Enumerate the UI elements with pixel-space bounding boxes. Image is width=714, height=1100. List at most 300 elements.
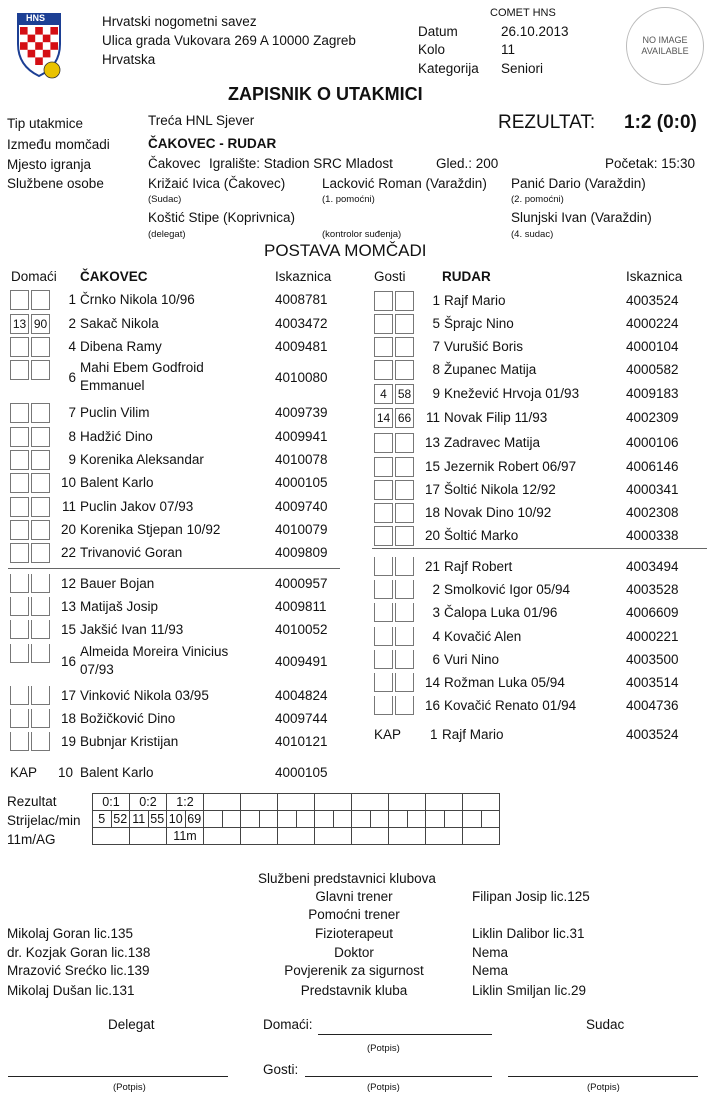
player-number: 20 — [424, 528, 440, 543]
sub-in-box[interactable] — [374, 480, 393, 500]
goals-label-scorer: Strijelac/min — [7, 813, 81, 828]
rep-role: Pomoćni trener — [308, 907, 400, 922]
sub-out-box[interactable]: 58 — [395, 384, 414, 404]
page-title: ZAPISNIK O UTAKMICI — [228, 84, 423, 104]
sub-id: 4000957 — [275, 576, 328, 591]
sub-in-box[interactable] — [374, 457, 393, 477]
sig-delegat-label: Delegat — [108, 1017, 155, 1032]
sub-box[interactable] — [31, 686, 50, 705]
sub-out-box[interactable] — [31, 543, 50, 563]
player-name: Županec Matija — [444, 362, 537, 377]
sub-out-box[interactable] — [31, 403, 50, 423]
sub-box[interactable] — [31, 644, 50, 663]
player-number: 9 — [68, 452, 76, 467]
home-kap-name: Balent Karlo — [80, 765, 154, 780]
sig-gosti-line — [305, 1076, 492, 1077]
player-id: 4008781 — [275, 292, 328, 307]
penalty-cell[interactable] — [463, 828, 500, 845]
official-controller-role: (kontrolor suđenja) — [322, 229, 402, 240]
official-assistant2: Panić Dario (Varaždin) — [511, 176, 646, 191]
sub-number: 6 — [432, 652, 440, 667]
official-assistant1-role: (1. pomoćni) — [322, 194, 375, 205]
player-id: 4002308 — [626, 505, 679, 520]
scorer-cell[interactable]: 69 — [185, 811, 204, 828]
scorer-cell[interactable] — [352, 811, 371, 828]
sub-out-box[interactable] — [395, 457, 414, 477]
sub-box[interactable] — [31, 620, 50, 639]
player-id: 4009481 — [275, 339, 328, 354]
scorer-cell[interactable] — [481, 811, 500, 828]
start-time: Početak: 15:30 — [605, 156, 696, 171]
sub-box[interactable] — [31, 732, 50, 751]
sig-sudac-label: Sudac — [586, 1017, 625, 1032]
player-name: Puclin Vilim — [80, 405, 150, 420]
sig-gosti-label: Gosti: — [263, 1062, 299, 1077]
player-id: 4003524 — [626, 293, 679, 308]
org-name: Hrvatski nogometni savez — [102, 14, 257, 29]
scorer-cell[interactable] — [222, 811, 241, 828]
label-match-type: Tip utakmice — [7, 116, 84, 131]
sub-name: Almeida Moreira Vinicius — [80, 644, 229, 659]
sub-in-box[interactable] — [374, 360, 393, 380]
sub-id: 4010052 — [275, 622, 328, 637]
sig-domaci-line — [318, 1034, 492, 1035]
penalty-cell[interactable] — [278, 828, 315, 845]
scorer-cell[interactable] — [389, 811, 408, 828]
penalty-cell[interactable] — [130, 828, 167, 845]
goals-table — [92, 793, 500, 845]
teams: ČAKOVEC - RUDAR — [148, 136, 277, 151]
rep-away-name: Filipan Josip lic.125 — [472, 889, 590, 904]
player-name: Jezernik Robert 06/97 — [444, 459, 577, 474]
player-id: 4009739 — [275, 405, 328, 420]
scorer-cell[interactable] — [204, 811, 223, 828]
sub-in-box[interactable]: 13 — [10, 314, 29, 334]
sub-in-box[interactable]: 4 — [374, 384, 393, 404]
penalty-cell[interactable] — [241, 828, 278, 845]
no-image-text-2: AVAILABLE — [641, 46, 689, 56]
sub-out-box[interactable] — [395, 526, 414, 546]
scorer-cell[interactable]: 52 — [111, 811, 130, 828]
player-name: Sakač Nikola — [80, 316, 159, 331]
sub-id: 4004736 — [626, 698, 679, 713]
score-cell[interactable] — [241, 794, 278, 811]
sub-box[interactable] — [10, 686, 29, 705]
sub-id: 4006609 — [626, 605, 679, 620]
logo-lettering: HNS — [26, 13, 46, 23]
score-cell[interactable]: 0:1 — [93, 794, 130, 811]
scorer-cell[interactable] — [426, 811, 445, 828]
scorer-cell[interactable] — [407, 811, 426, 828]
scorer-cell[interactable] — [333, 811, 352, 828]
sub-box[interactable] — [374, 673, 393, 692]
sub-in-box[interactable] — [374, 433, 393, 453]
goals-row — [93, 794, 500, 811]
sub-id: 4010121 — [275, 734, 328, 749]
sub-number: 18 — [60, 711, 76, 726]
player-name-cont: Emmanuel — [80, 378, 145, 393]
sub-out-box[interactable] — [31, 450, 50, 470]
official-delegate: Koštić Stipe (Koprivnica) — [148, 210, 296, 225]
scorer-cell[interactable] — [259, 811, 278, 828]
player-number: 22 — [60, 545, 76, 560]
rep-role: Glavni trener — [315, 889, 393, 904]
sub-out-box[interactable] — [395, 360, 414, 380]
player-name: Šoltić Nikola 12/92 — [444, 482, 556, 497]
away-subs-separator — [372, 548, 707, 549]
meta-round: 11 — [501, 42, 516, 57]
player-number: 7 — [68, 405, 76, 420]
sub-out-box[interactable] — [31, 290, 50, 310]
penalty-cell[interactable] — [389, 828, 426, 845]
sig-domaci-label: Domaći: — [263, 1017, 313, 1032]
player-id: 4010080 — [275, 370, 328, 385]
sub-out-box[interactable] — [395, 337, 414, 357]
player-id: 4000338 — [626, 528, 679, 543]
sub-in-box[interactable] — [374, 526, 393, 546]
sub-in-box[interactable] — [374, 291, 393, 311]
player-number: 8 — [432, 362, 440, 377]
scorer-cell[interactable] — [444, 811, 463, 828]
org-country: Hrvatska — [102, 52, 156, 67]
player-name: Črnko Nikola 10/96 — [80, 292, 195, 307]
sub-box[interactable] — [395, 650, 414, 669]
score-cell[interactable] — [352, 794, 389, 811]
sub-id: 4009744 — [275, 711, 328, 726]
sub-number: 2 — [432, 582, 440, 597]
sub-in-box[interactable] — [10, 337, 29, 357]
sub-in-box[interactable] — [10, 543, 29, 563]
sub-in-box[interactable] — [10, 427, 29, 447]
sub-box[interactable] — [31, 574, 50, 593]
penalty-cell[interactable] — [315, 828, 352, 845]
player-number: 17 — [424, 482, 440, 497]
label-venue: Mjesto igranja — [7, 157, 92, 172]
sub-name: Matijaš Josip — [80, 599, 159, 614]
scorer-cell[interactable] — [241, 811, 260, 828]
label-officials: Službene osobe — [7, 176, 104, 191]
score-cell[interactable] — [426, 794, 463, 811]
player-number: 4 — [68, 339, 76, 354]
no-image-placeholder — [626, 7, 704, 85]
sub-name: Rajf Robert — [444, 559, 513, 574]
player-id: 4006146 — [626, 459, 679, 474]
penalty-cell[interactable] — [426, 828, 463, 845]
sub-box[interactable] — [10, 732, 29, 751]
sub-out-box[interactable] — [31, 427, 50, 447]
sub-in-box[interactable] — [10, 473, 29, 493]
sub-number: 17 — [60, 688, 76, 703]
player-number: 10 — [60, 475, 76, 490]
player-number: 2 — [68, 316, 76, 331]
rep-away-name: Nema — [472, 963, 509, 978]
sub-name: Vinković Nikola 03/95 — [80, 688, 209, 703]
rep-role: Predstavnik kluba — [300, 983, 408, 998]
player-name: Korenika Aleksandar — [80, 452, 204, 467]
match-type: Treća HNL Sjever — [148, 113, 255, 128]
lineup-title: POSTAVA MOMČADI — [264, 241, 427, 260]
sub-box[interactable] — [10, 597, 29, 616]
player-number: 13 — [424, 435, 440, 450]
scorer-cell[interactable] — [463, 811, 482, 828]
sub-box[interactable] — [10, 574, 29, 593]
sub-out-box[interactable] — [31, 360, 50, 380]
sub-number: 21 — [424, 559, 440, 574]
sub-name-cont: 07/93 — [80, 662, 114, 677]
sub-box[interactable] — [10, 620, 29, 639]
player-name: Novak Filip 11/93 — [444, 410, 548, 425]
sub-in-box[interactable] — [10, 290, 29, 310]
scorer-cell[interactable] — [296, 811, 315, 828]
official-assistant2-role: (2. pomoćni) — [511, 194, 564, 205]
away-kap-id: 4003524 — [626, 727, 679, 742]
player-name: Šprajc Nino — [444, 316, 514, 331]
player-name: Puclin Jakov 07/93 — [80, 499, 194, 514]
rep-home-name: Mikolaj Dušan lic.131 — [7, 983, 135, 998]
player-id: 4010078 — [275, 452, 328, 467]
sub-in-box[interactable] — [10, 403, 29, 423]
sig-sudac-line — [508, 1076, 698, 1077]
player-id: 4000104 — [626, 339, 679, 354]
penalty-cell[interactable] — [352, 828, 389, 845]
rep-away-name: Nema — [472, 945, 509, 960]
scorer-cell[interactable] — [370, 811, 389, 828]
rep-home-name: dr. Kozjak Goran lic.138 — [7, 945, 151, 960]
sub-box[interactable] — [374, 557, 393, 576]
away-kap-name: Rajf Mario — [442, 727, 504, 742]
sub-out-box[interactable] — [395, 433, 414, 453]
player-number: 18 — [424, 505, 440, 520]
player-name: Korenika Stjepan 10/92 — [80, 522, 221, 537]
sub-number: 16 — [60, 654, 76, 669]
sub-id: 4000221 — [626, 629, 679, 644]
rep-role: Doktor — [334, 945, 374, 960]
player-name: Trivanović Goran — [80, 545, 183, 560]
sub-box[interactable] — [395, 696, 414, 715]
away-kap-num: 1 — [430, 727, 438, 742]
meta-date: 26.10.2013 — [501, 24, 569, 39]
player-id: 4000341 — [626, 482, 679, 497]
sub-number: 12 — [60, 576, 76, 591]
home-kap-num: 10 — [58, 765, 74, 780]
official-referee-role: (Sudac) — [148, 194, 182, 205]
player-name: Šoltić Marko — [444, 528, 519, 543]
sub-number: 19 — [60, 734, 76, 749]
scorer-cell[interactable]: 10 — [167, 811, 186, 828]
scorer-cell[interactable]: 55 — [148, 811, 167, 828]
sub-in-box[interactable] — [374, 503, 393, 523]
sub-box[interactable] — [395, 627, 414, 646]
sub-in-box[interactable] — [10, 360, 29, 380]
sub-out-box[interactable] — [31, 520, 50, 540]
sub-box[interactable] — [374, 603, 393, 622]
sub-box[interactable] — [395, 603, 414, 622]
player-id: 4009183 — [626, 386, 679, 401]
player-id: 4010079 — [275, 522, 328, 537]
score-cell[interactable] — [315, 794, 352, 811]
score-cell[interactable] — [389, 794, 426, 811]
scorer-cell[interactable]: 11 — [130, 811, 149, 828]
sub-out-box[interactable] — [395, 291, 414, 311]
scorer-cell[interactable]: 5 — [93, 811, 112, 828]
sub-out-box[interactable]: 90 — [31, 314, 50, 334]
player-id: 4002309 — [626, 410, 679, 425]
player-number: 1 — [68, 292, 76, 307]
player-name: Novak Dino 10/92 — [444, 505, 552, 520]
sub-out-box[interactable] — [395, 314, 414, 334]
sub-in-box[interactable]: 14 — [374, 408, 393, 428]
sub-name: Rožman Luka 05/94 — [444, 675, 565, 690]
player-id: 4009740 — [275, 499, 328, 514]
meta-category: Seniori — [501, 61, 544, 76]
result-value: 1:2 (0:0) — [624, 112, 697, 133]
sub-id: 4003494 — [626, 559, 679, 574]
penalty-cell[interactable] — [93, 828, 130, 845]
home-kap-id: 4000105 — [275, 765, 328, 780]
score-cell[interactable]: 0:2 — [130, 794, 167, 811]
player-number: 11 — [425, 410, 440, 425]
sub-out-box[interactable] — [395, 480, 414, 500]
player-number: 6 — [68, 370, 76, 385]
comet-label: COMET HNS — [490, 7, 556, 19]
sub-name: Smolković Igor 05/94 — [444, 582, 571, 597]
score-cell[interactable] — [204, 794, 241, 811]
sub-in-box[interactable] — [10, 497, 29, 517]
player-id: 4000224 — [626, 316, 679, 331]
sub-id: 4009491 — [275, 654, 328, 669]
rep-away-name: Liklin Dalibor lic.31 — [472, 926, 585, 941]
player-id: 4009941 — [275, 429, 328, 444]
goals-label-result: Rezultat — [7, 794, 57, 809]
sub-number: 15 — [60, 622, 76, 637]
player-number: 8 — [68, 429, 76, 444]
sub-out-box[interactable] — [31, 473, 50, 493]
sub-out-box[interactable] — [31, 497, 50, 517]
sub-in-box[interactable] — [374, 337, 393, 357]
home-id-label: Iskaznica — [275, 269, 332, 284]
player-id: 4009809 — [275, 545, 328, 560]
sub-out-box[interactable] — [31, 337, 50, 357]
player-number: 1 — [432, 293, 440, 308]
player-number: 5 — [432, 316, 440, 331]
score-cell[interactable] — [463, 794, 500, 811]
sub-number: 14 — [424, 675, 440, 690]
sub-box[interactable] — [10, 644, 29, 663]
sub-box[interactable] — [374, 627, 393, 646]
official-delegate-role: (delegat) — [148, 229, 186, 240]
player-name: Knežević Hrvoja 01/93 — [444, 386, 580, 401]
home-col-label: Domaći — [11, 269, 57, 284]
goals-row — [93, 828, 500, 845]
sub-id: 4003528 — [626, 582, 679, 597]
scorer-cell[interactable] — [315, 811, 334, 828]
player-id: 4000106 — [626, 435, 679, 450]
player-name: Mahi Ebem Godfroid — [80, 360, 204, 375]
meta-label-round: Kolo — [418, 42, 446, 57]
sub-box[interactable] — [374, 696, 393, 715]
sub-out-box[interactable] — [395, 503, 414, 523]
sub-box[interactable] — [374, 580, 393, 599]
sub-id: 4003500 — [626, 652, 679, 667]
sub-number: 13 — [60, 599, 76, 614]
score-cell[interactable]: 1:2 — [167, 794, 204, 811]
sub-id: 4003514 — [626, 675, 679, 690]
sub-in-box[interactable] — [374, 314, 393, 334]
sub-box[interactable] — [31, 597, 50, 616]
home-subs-separator — [8, 568, 340, 569]
org-address: Ulica grada Vukovara 269 A 10000 Zagreb — [102, 33, 356, 48]
away-kap-label: KAP — [374, 727, 402, 742]
sub-box[interactable] — [395, 557, 414, 576]
official-assistant1: Lacković Roman (Varaždin) — [322, 176, 487, 191]
sub-box[interactable] — [395, 673, 414, 692]
sub-name: Kovačić Alen — [444, 629, 522, 644]
sub-id: 4009811 — [275, 599, 327, 614]
rep-away-name: Liklin Smiljan lic.29 — [472, 983, 587, 998]
player-name: Hadžić Dino — [80, 429, 153, 444]
score-cell[interactable] — [278, 794, 315, 811]
sub-id: 4004824 — [275, 688, 328, 703]
sig-delegat-potpis: (Potpis) — [113, 1082, 146, 1093]
meta-label-category: Kategorija — [418, 61, 479, 76]
player-name: Dibena Ramy — [80, 339, 162, 354]
away-col-label: Gosti — [374, 269, 406, 284]
rep-role: Fizioterapeut — [314, 926, 394, 941]
away-id-label: Iskaznica — [626, 269, 683, 284]
ground: Igralište: Stadion SRC Mladost — [209, 156, 393, 171]
player-name: Vurušić Boris — [444, 339, 524, 354]
penalty-cell[interactable]: 11m — [167, 828, 204, 845]
sig-domaci-potpis: (Potpis) — [367, 1043, 400, 1054]
sub-in-box[interactable] — [10, 450, 29, 470]
sub-name: Čalopa Luka 01/96 — [444, 605, 558, 620]
sub-name: Jakšić Ivan 11/93 — [80, 622, 184, 637]
official-fourth: Slunjski Ivan (Varaždin) — [511, 210, 652, 225]
sub-name: Bubnjar Kristijan — [80, 734, 179, 749]
label-between: Između momčadi — [7, 137, 110, 152]
sub-name: Božičković Dino — [80, 711, 176, 726]
club-reps-title: Službeni predstavnici klubova — [258, 871, 436, 886]
rep-home-name: Mrazović Srećko lic.139 — [7, 963, 150, 978]
rep-home-name: Mikolaj Goran lic.135 — [7, 926, 134, 941]
player-id: 4003472 — [275, 316, 328, 331]
official-fourth-role: (4. sudac) — [511, 229, 554, 240]
sig-delegat-line — [8, 1076, 228, 1077]
player-number: 15 — [424, 459, 440, 474]
sub-out-box[interactable]: 66 — [395, 408, 414, 428]
player-name: Rajf Mario — [444, 293, 506, 308]
sub-in-box[interactable] — [10, 520, 29, 540]
no-image-text-1: NO IMAGE — [642, 35, 688, 45]
sub-box[interactable] — [31, 709, 50, 728]
scorer-cell[interactable] — [278, 811, 297, 828]
sub-box[interactable] — [374, 650, 393, 669]
sub-name: Bauer Bojan — [80, 576, 155, 591]
penalty-cell[interactable] — [204, 828, 241, 845]
sub-box[interactable] — [10, 709, 29, 728]
player-number: 20 — [60, 522, 76, 537]
sub-number: 16 — [424, 698, 440, 713]
goals-row — [93, 811, 500, 828]
sub-box[interactable] — [395, 580, 414, 599]
spectators: Gled.: 200 — [436, 156, 499, 171]
player-name: Balent Karlo — [80, 475, 154, 490]
place: Čakovec — [148, 156, 201, 171]
home-team-name: ČAKOVEC — [80, 269, 148, 284]
player-number: 9 — [432, 386, 440, 401]
rep-role: Povjerenik za sigurnost — [284, 963, 424, 978]
home-kap-label: KAP — [10, 765, 38, 780]
